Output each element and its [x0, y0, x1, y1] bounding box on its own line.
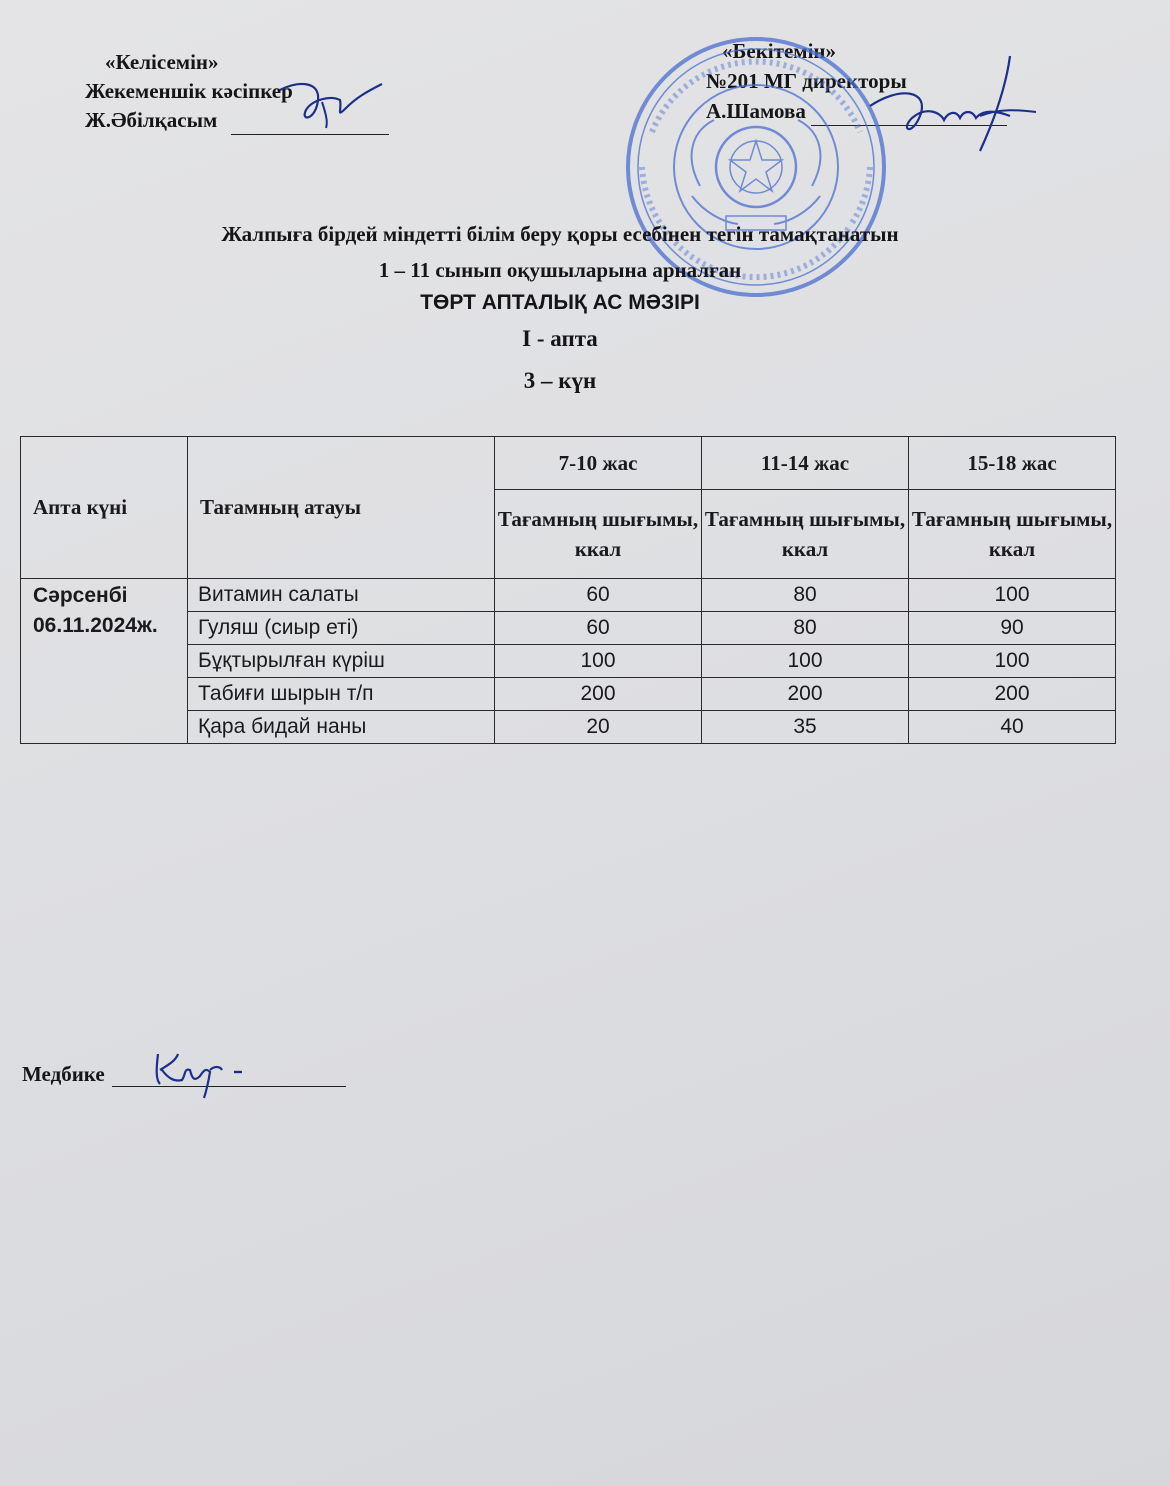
approval-right-position: №201 МГ директоры: [706, 69, 907, 93]
yield-value: 60: [495, 612, 702, 645]
document-title-line3: ТӨРТ АПТАЛЫҚ АС МӘЗІРІ: [420, 291, 700, 314]
yield-value: 100: [495, 645, 702, 678]
approval-left-signature-line: [231, 134, 389, 135]
header-age-11-14: 11-14 жас: [702, 437, 909, 490]
yield-value: 80: [702, 579, 909, 612]
day-name: Сәрсенбі: [33, 584, 128, 607]
header-age-15-18: 15-18 жас: [909, 437, 1116, 490]
day-label: 3 – күн: [523, 368, 597, 393]
yield-value: 40: [909, 711, 1116, 744]
yield-value: 100: [909, 579, 1116, 612]
dish-name: Қара бидай наны: [188, 711, 495, 744]
nurse-label: Медбике: [22, 1062, 105, 1086]
yield-value: 200: [495, 678, 702, 711]
nurse-signature-block: [22, 1062, 346, 1087]
table-header-row: [21, 437, 1116, 490]
subheader-yield-3: Тағамның шығымы, ккал: [909, 490, 1116, 579]
header-dish-name: Тағамның атауы: [188, 437, 495, 579]
approval-right-person: А.Шамова: [706, 96, 1007, 126]
approval-left-position: Жекеменшік кәсіпкер: [85, 79, 293, 103]
document-title-line1: Жалпыға бірдей міндетті білім беру қоры есебінен тегін тамақтанатын: [221, 222, 899, 246]
dish-name: Гуляш (сиыр еті): [188, 612, 495, 645]
dish-name: Бұқтырылған күріш: [188, 645, 495, 678]
approval-left-person: Ж.Әбілқасым: [85, 106, 389, 135]
yield-value: 20: [495, 711, 702, 744]
yield-value: 60: [495, 579, 702, 612]
menu-table: [20, 436, 1116, 744]
yield-value: 80: [702, 612, 909, 645]
approval-left-label: «Келісемін»: [105, 50, 219, 74]
header-day: Апта күні: [21, 437, 188, 579]
approval-left: [85, 48, 389, 135]
subheader-yield-1: Тағамның шығымы, ккал: [495, 490, 702, 579]
yield-value: 90: [909, 612, 1116, 645]
dish-name: Табиғи шырын т/п: [188, 678, 495, 711]
dish-name: Витамин салаты: [188, 579, 495, 612]
yield-value: 200: [702, 678, 909, 711]
day-date: 06.11.2024ж.: [33, 614, 158, 637]
header-age-7-10: 7-10 жас: [495, 437, 702, 490]
table-row: [21, 579, 1116, 612]
approval-right-label: «Бекітемін»: [722, 39, 837, 63]
nurse-signature-line: [112, 1086, 346, 1087]
document-title-line2: 1 – 11 сынып оқушыларына арналған: [378, 258, 742, 282]
yield-value: 100: [909, 645, 1116, 678]
yield-value: 200: [909, 678, 1116, 711]
week-label: І - апта: [522, 326, 598, 351]
subheader-yield-2: Тағамның шығымы, ккал: [702, 490, 909, 579]
yield-value: 100: [702, 645, 909, 678]
yield-value: 35: [702, 711, 909, 744]
day-cell: [21, 579, 188, 744]
